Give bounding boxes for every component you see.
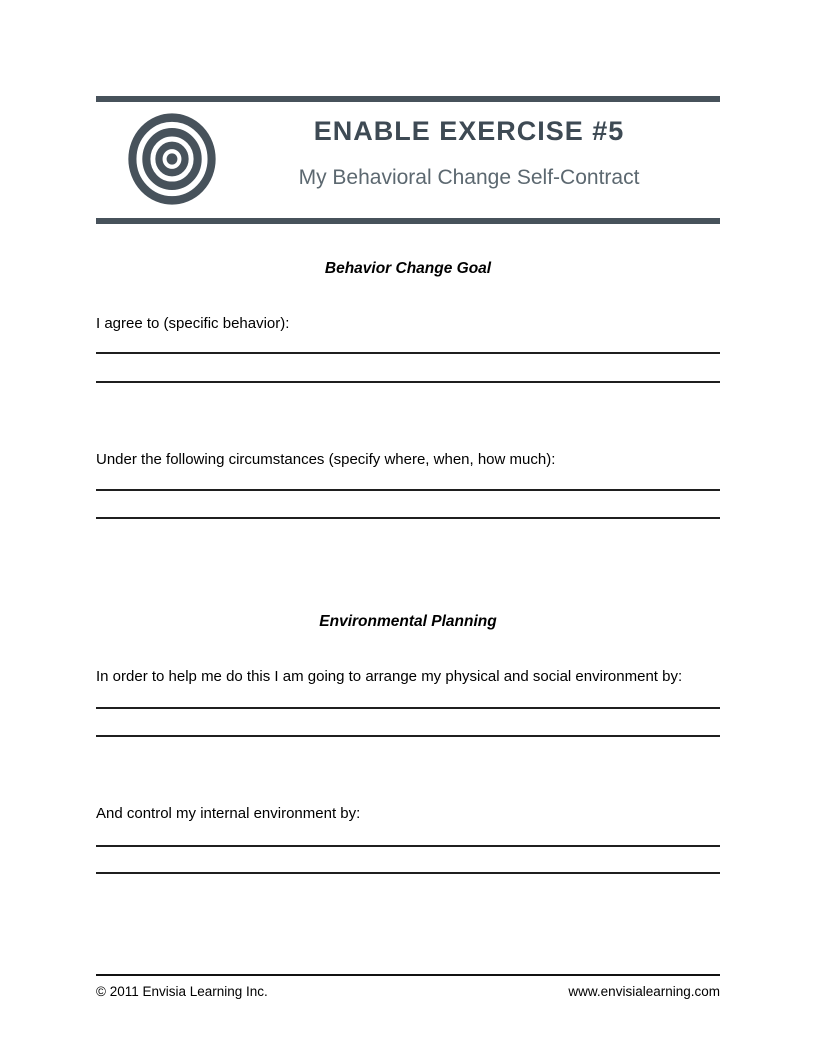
prompt-label-internal-environment: And control my internal environment by: (96, 805, 361, 822)
write-line (96, 735, 720, 737)
write-line (96, 707, 720, 709)
footer-rule (96, 974, 720, 976)
copyright-text: © 2011 Envisia Learning Inc. (96, 984, 268, 999)
section-heading-environmental-planning: Environmental Planning (319, 613, 497, 630)
page-title: ENABLE EXERCISE #5 (313, 116, 625, 146)
write-line (96, 352, 720, 354)
footer (96, 984, 720, 999)
header-top-rule (96, 96, 720, 102)
page-subtitle: My Behavioral Change Self-Contract (298, 166, 640, 189)
prompt-label-agree-to: I agree to (specific behavior): (96, 315, 290, 332)
write-line (96, 517, 720, 519)
prompt-label-circumstances: Under the following circumstances (specify where, when, how much): (96, 451, 556, 468)
section-heading-behavior-change-goal: Behavior Change Goal (324, 260, 492, 277)
write-line (96, 845, 720, 847)
bullseye-target-icon (127, 112, 217, 206)
write-line (96, 872, 720, 874)
prompt-label-arrange-environment: In order to help me do this I am going to arrange my physical and social environment by: (96, 668, 683, 685)
write-line (96, 381, 720, 383)
write-line (96, 489, 720, 491)
website-text: www.envisialearning.com (568, 984, 720, 999)
header-bottom-rule (96, 218, 720, 224)
